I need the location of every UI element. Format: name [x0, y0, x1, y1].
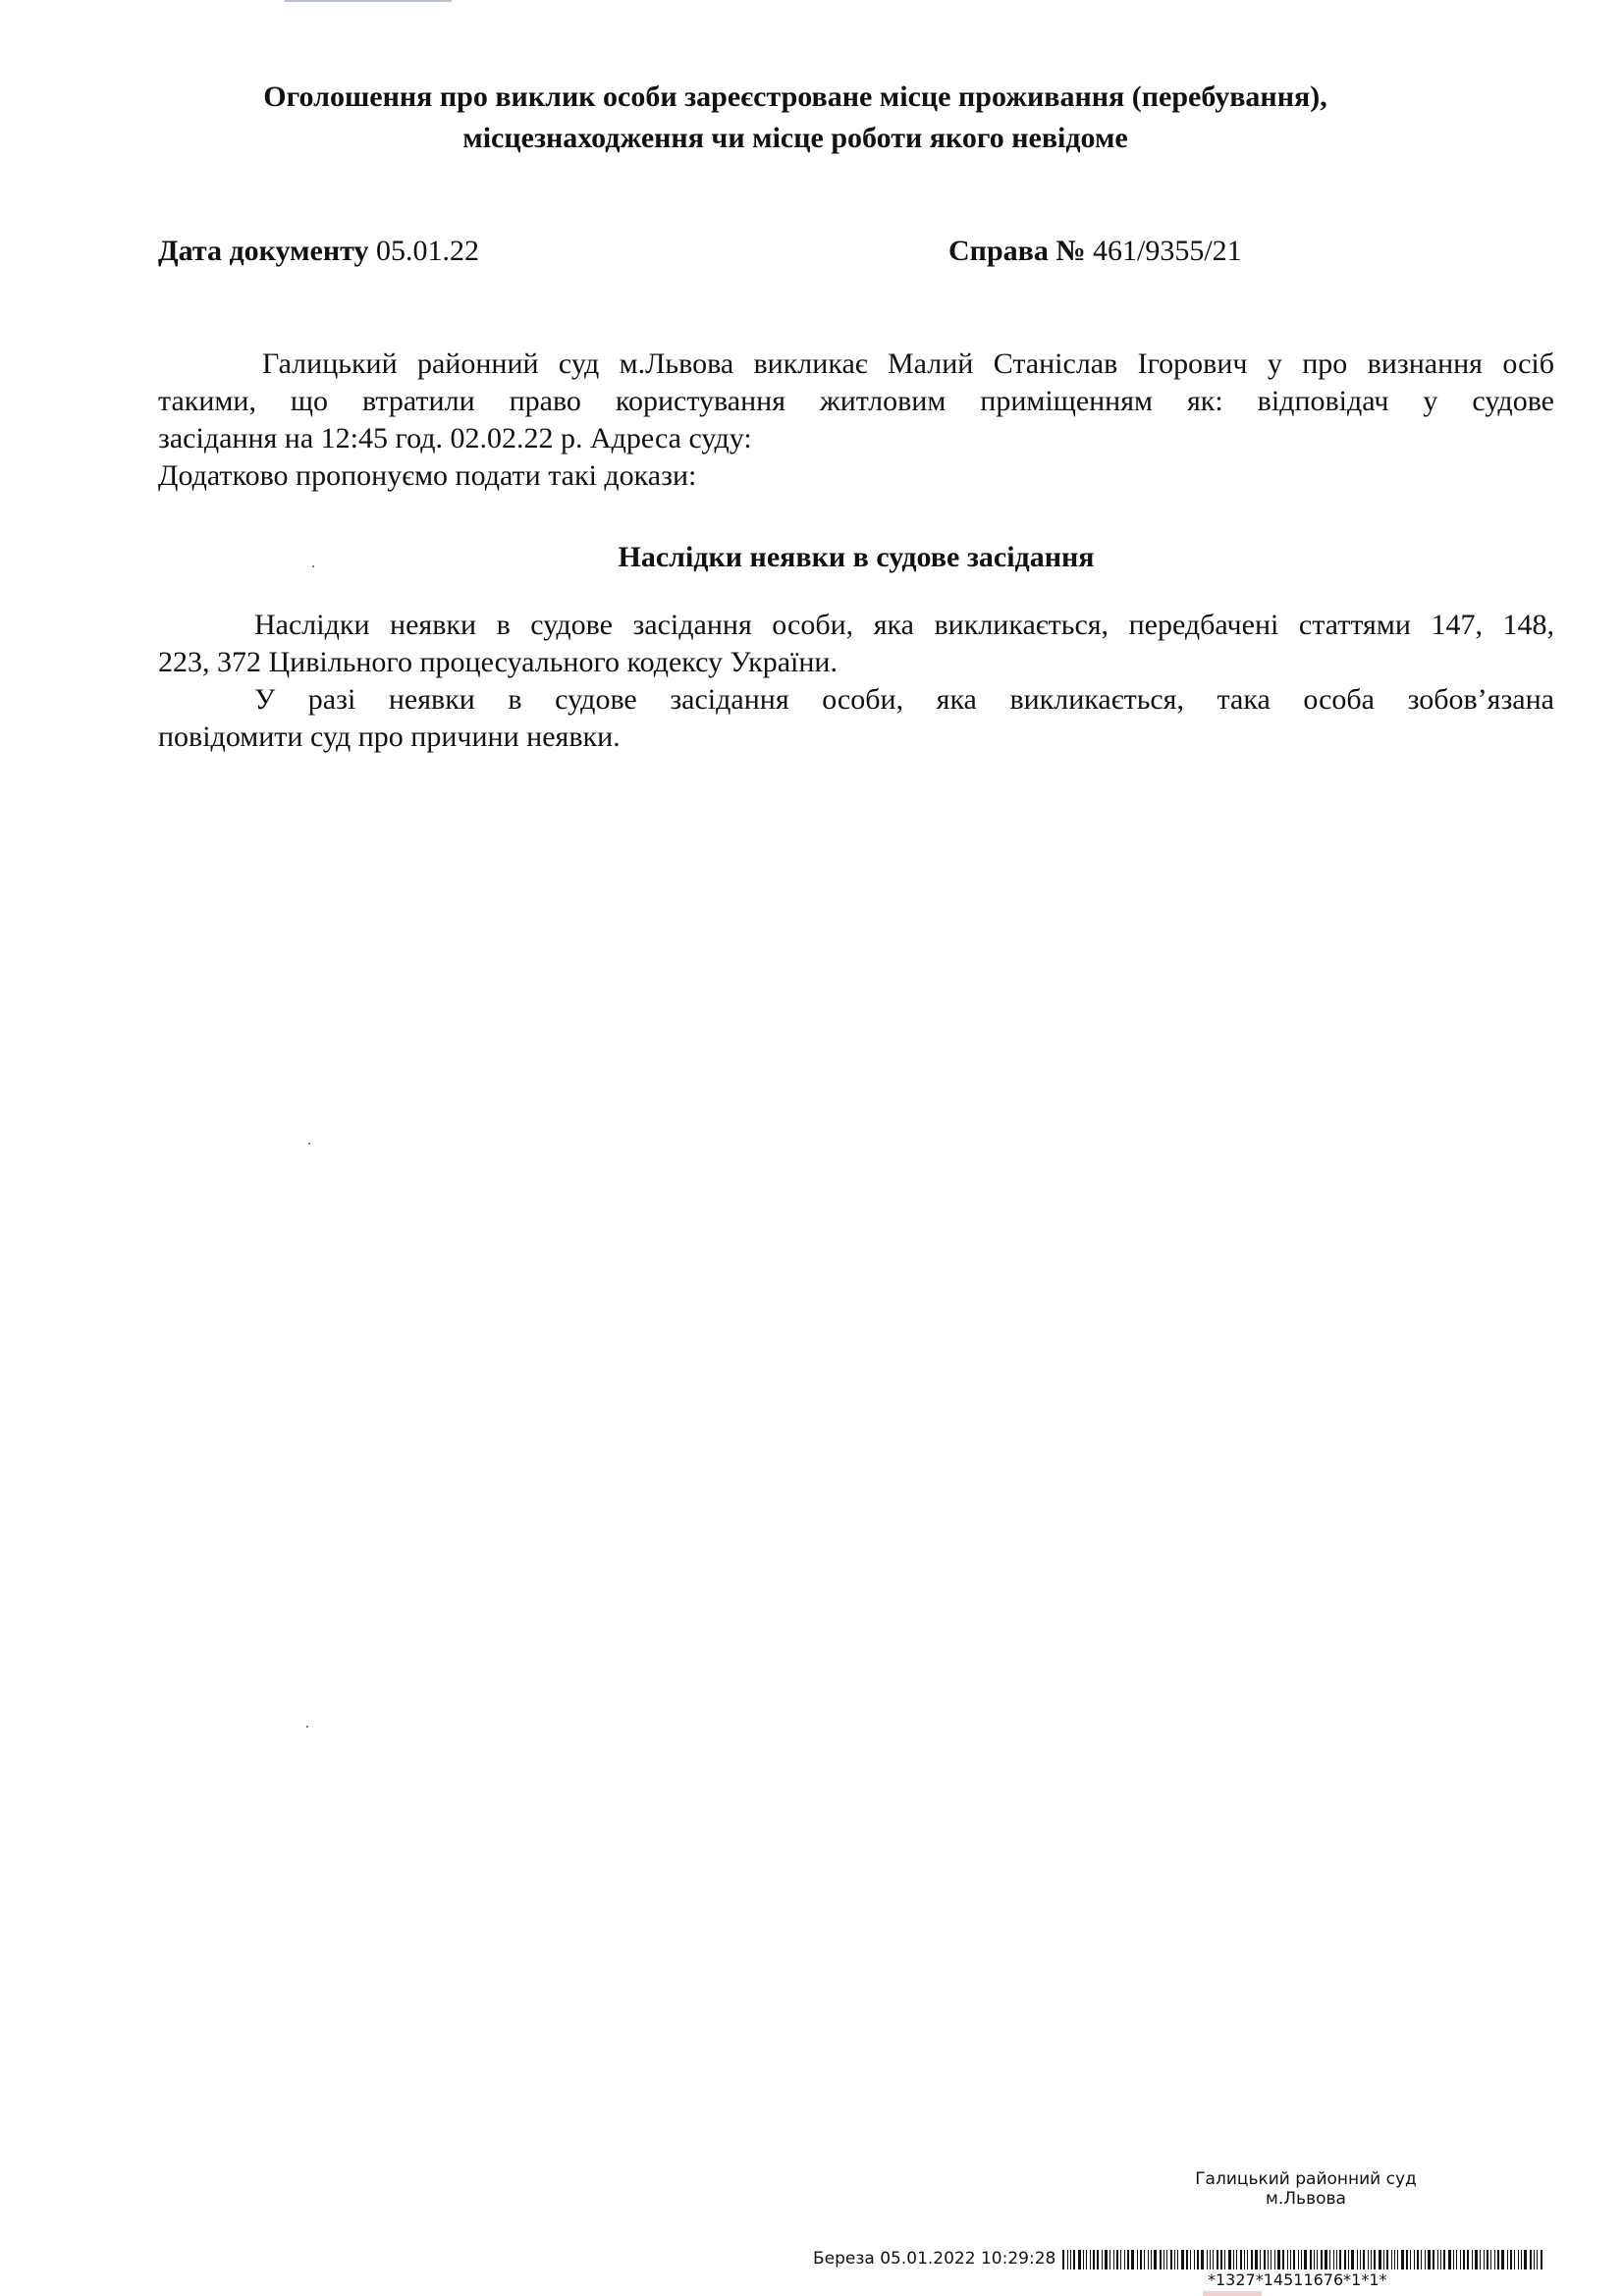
barcode-bar [1428, 2250, 1431, 2269]
summons-line-2: такими, що втратили право користування житловим приміщенням як: відповідач у судове [158, 385, 1554, 417]
barcode-bar [1255, 2250, 1258, 2269]
barcode-bar [1490, 2250, 1491, 2269]
barcode-bar [1194, 2250, 1195, 2269]
barcode-bar [1113, 2250, 1114, 2269]
barcode-bar [1109, 2250, 1110, 2269]
barcode-bar [1360, 2250, 1361, 2269]
stamp-author-datetime: Береза 05.01.2022 10:29:28 [813, 2249, 1056, 2269]
barcode-bar [1247, 2250, 1248, 2269]
barcode-bar [1166, 2250, 1167, 2269]
barcode-bar [1268, 2250, 1269, 2269]
barcode-bar [1344, 2250, 1346, 2269]
barcode-bar [1456, 2250, 1457, 2269]
barcode-bar [1537, 2250, 1538, 2269]
barcode-bar [1333, 2250, 1334, 2269]
date-value: 05.01.22 [375, 235, 479, 267]
barcode-bar [1379, 2250, 1381, 2269]
barcode-bar [1453, 2250, 1454, 2269]
stamp-court-line-2: м.Львова [1266, 2189, 1346, 2209]
barcode-bar [1207, 2250, 1208, 2269]
barcode-bar [1304, 2250, 1307, 2269]
summons-line-3: засідання на 12:45 год. 02.02.22 р. Адреса суду: [158, 422, 752, 454]
barcode-bar [1131, 2250, 1134, 2269]
barcode-bar [1336, 2250, 1337, 2269]
barcode-bar [1124, 2250, 1125, 2269]
barcode-bar [1170, 2250, 1172, 2269]
barcode-bar [1310, 2250, 1312, 2269]
barcode-bar [1494, 2250, 1495, 2269]
barcode-bar [1507, 2250, 1508, 2269]
document-date [158, 234, 479, 269]
scan-edge-mark [1203, 2291, 1262, 2296]
barcode [1062, 2250, 1553, 2269]
case-value: 461/9355/21 [1092, 235, 1242, 267]
barcode-bar [1440, 2250, 1441, 2269]
scan-speck [308, 1143, 310, 1145]
barcode-bar [1120, 2250, 1121, 2269]
barcode-bar [1078, 2250, 1081, 2269]
barcode-bar [1475, 2250, 1478, 2269]
barcode-bar [1083, 2250, 1084, 2269]
barcode-bar [1530, 2250, 1532, 2269]
barcode-bar [1397, 2250, 1398, 2269]
barcode-bar [1174, 2250, 1175, 2269]
barcode-bar [1510, 2250, 1512, 2269]
barcode-bar [1093, 2250, 1095, 2269]
barcode-bar [1351, 2250, 1354, 2269]
barcode-bar [1186, 2250, 1188, 2269]
barcode-bar [1391, 2250, 1392, 2269]
title-line-1: Оголошення про виклик особи зареєстроване місце проживання (перебування), [263, 80, 1327, 113]
barcode-bar [1301, 2250, 1302, 2269]
barcode-bar [1228, 2250, 1231, 2269]
barcode-bar [1448, 2250, 1451, 2269]
barcode-bar [1497, 2250, 1499, 2269]
barcode-bar [1406, 2250, 1408, 2269]
barcode-bar [1163, 2250, 1164, 2269]
barcode-bar [1287, 2250, 1288, 2269]
barcode-bar [1472, 2250, 1473, 2269]
barcode-bar [1224, 2250, 1225, 2269]
barcode-bar [1137, 2250, 1138, 2269]
barcode-bar [1154, 2250, 1157, 2269]
barcode-bar [1383, 2250, 1384, 2269]
barcode-bar [1339, 2250, 1341, 2269]
barcode-bar [1371, 2250, 1372, 2269]
barcode-bar [1197, 2250, 1199, 2269]
barcode-bar [1190, 2250, 1191, 2269]
barcode-bar [1363, 2250, 1365, 2269]
stamp-court-line-1: Галицький районний суд [1195, 2169, 1417, 2189]
barcode-bar [1160, 2250, 1162, 2269]
barcode-bar [1534, 2250, 1535, 2269]
barcode-bar [1518, 2250, 1519, 2269]
evidence-line: Додатково пропонуємо подати такі докази: [158, 459, 697, 492]
barcode-bar [1329, 2250, 1330, 2269]
barcode-bar [1317, 2250, 1318, 2269]
barcode-bar [1220, 2250, 1222, 2269]
barcode-bar [1151, 2250, 1152, 2269]
barcode-bar [1417, 2250, 1419, 2269]
barcode-bar [1148, 2250, 1149, 2269]
barcode-bar [1484, 2250, 1485, 2269]
document-title [157, 77, 1434, 159]
barcode-bar [1463, 2250, 1465, 2269]
consequences-line-3: У разі неявки в судове засідання особи, яка викликається, така особа зобов’язана [254, 683, 1554, 716]
scan-speck [306, 1726, 308, 1728]
barcode-bar [1357, 2250, 1358, 2269]
barcode-bar [1102, 2250, 1103, 2269]
barcode-bar [1325, 2250, 1327, 2269]
barcode-bar [1181, 2250, 1184, 2269]
barcode-bar [1321, 2250, 1323, 2269]
barcode-bar [1116, 2250, 1118, 2269]
scan-edge-line [285, 0, 452, 2]
barcode-bar [1062, 2250, 1064, 2269]
registration-stamp-court [1178, 2169, 1434, 2209]
barcode-bar [1401, 2250, 1404, 2269]
barcode-bar [1144, 2250, 1145, 2269]
section-heading: Наслідки неявки в судове засідання [618, 541, 1095, 573]
case-number [948, 234, 1242, 269]
barcode-bar [1386, 2250, 1388, 2269]
barcode-bar [1394, 2250, 1395, 2269]
barcode-bar [1105, 2250, 1108, 2269]
consequences-line-4: повідомити суд про причини неявки. [158, 721, 621, 753]
barcode-bar [1236, 2250, 1237, 2269]
barcode-bar [1293, 2250, 1295, 2269]
barcode-bar [1274, 2250, 1275, 2269]
barcode-bar [1233, 2250, 1234, 2269]
barcode-bar [1290, 2250, 1291, 2269]
barcode-bar [1097, 2250, 1099, 2269]
barcode-bar [1541, 2250, 1542, 2269]
barcode-bar [1201, 2250, 1204, 2269]
barcode-bar [1277, 2250, 1280, 2269]
barcode-bar [1210, 2250, 1211, 2269]
consequences-line-2: 223, 372 Цивільного процесуального кодексу України. [158, 646, 838, 678]
barcode-bar [1443, 2250, 1445, 2269]
barcode-bar [1240, 2250, 1242, 2269]
barcode-bar [1282, 2250, 1284, 2269]
barcode-bar [1460, 2250, 1461, 2269]
barcode-bar [1514, 2250, 1515, 2269]
barcode-bar [1251, 2250, 1253, 2269]
barcode-bar [1368, 2250, 1369, 2269]
date-label: Дата документу [158, 235, 369, 267]
barcode-bar [1521, 2250, 1522, 2269]
consequences-line-1: Наслідки неявки в судове засідання особи, яка викликається, передбачені статтями 147, 148, [254, 609, 1554, 641]
barcode-bar [1414, 2250, 1415, 2269]
summons-paragraph [158, 346, 1554, 495]
barcode-bar [1374, 2250, 1376, 2269]
barcode-bar [1314, 2250, 1315, 2269]
barcode-bar [1140, 2250, 1142, 2269]
barcode-bar [1127, 2250, 1129, 2269]
title-line-2: місцезнаходження чи місце роботи якого невідоме [462, 122, 1128, 154]
barcode-code: *1327*14511676*1*1* [1208, 2270, 1387, 2289]
barcode-bar [1433, 2250, 1434, 2269]
barcode-bar [1487, 2250, 1488, 2269]
consequences-paragraph [158, 607, 1554, 756]
barcode-bar [1348, 2250, 1349, 2269]
case-label: Справа № [948, 235, 1086, 267]
barcode-bar [1421, 2250, 1422, 2269]
barcode-bar [1073, 2250, 1075, 2269]
barcode-bar [1264, 2250, 1266, 2269]
barcode-bar [1090, 2250, 1091, 2269]
barcode-bar [1501, 2250, 1504, 2269]
barcode-bar [1298, 2250, 1299, 2269]
barcode-bar [1244, 2250, 1245, 2269]
barcode-bar [1213, 2250, 1214, 2269]
barcode-bar [1467, 2250, 1469, 2269]
summons-line-1: Галицький районний суд м.Львова викликає Малий Станіслав Ігорович у про визнання осіб [262, 347, 1554, 380]
scan-speck [312, 565, 314, 567]
barcode-bar [1177, 2250, 1178, 2269]
barcode-bar [1410, 2250, 1411, 2269]
barcode-bar [1217, 2250, 1218, 2269]
barcode-bar [1070, 2250, 1071, 2269]
barcode-bar [1260, 2250, 1261, 2269]
barcode-bar [1425, 2250, 1426, 2269]
barcode-bar [1480, 2250, 1481, 2269]
barcode-bar [1524, 2250, 1527, 2269]
barcode-bar [1086, 2250, 1087, 2269]
barcode-bar [1437, 2250, 1438, 2269]
barcode-bar [1067, 2250, 1068, 2269]
